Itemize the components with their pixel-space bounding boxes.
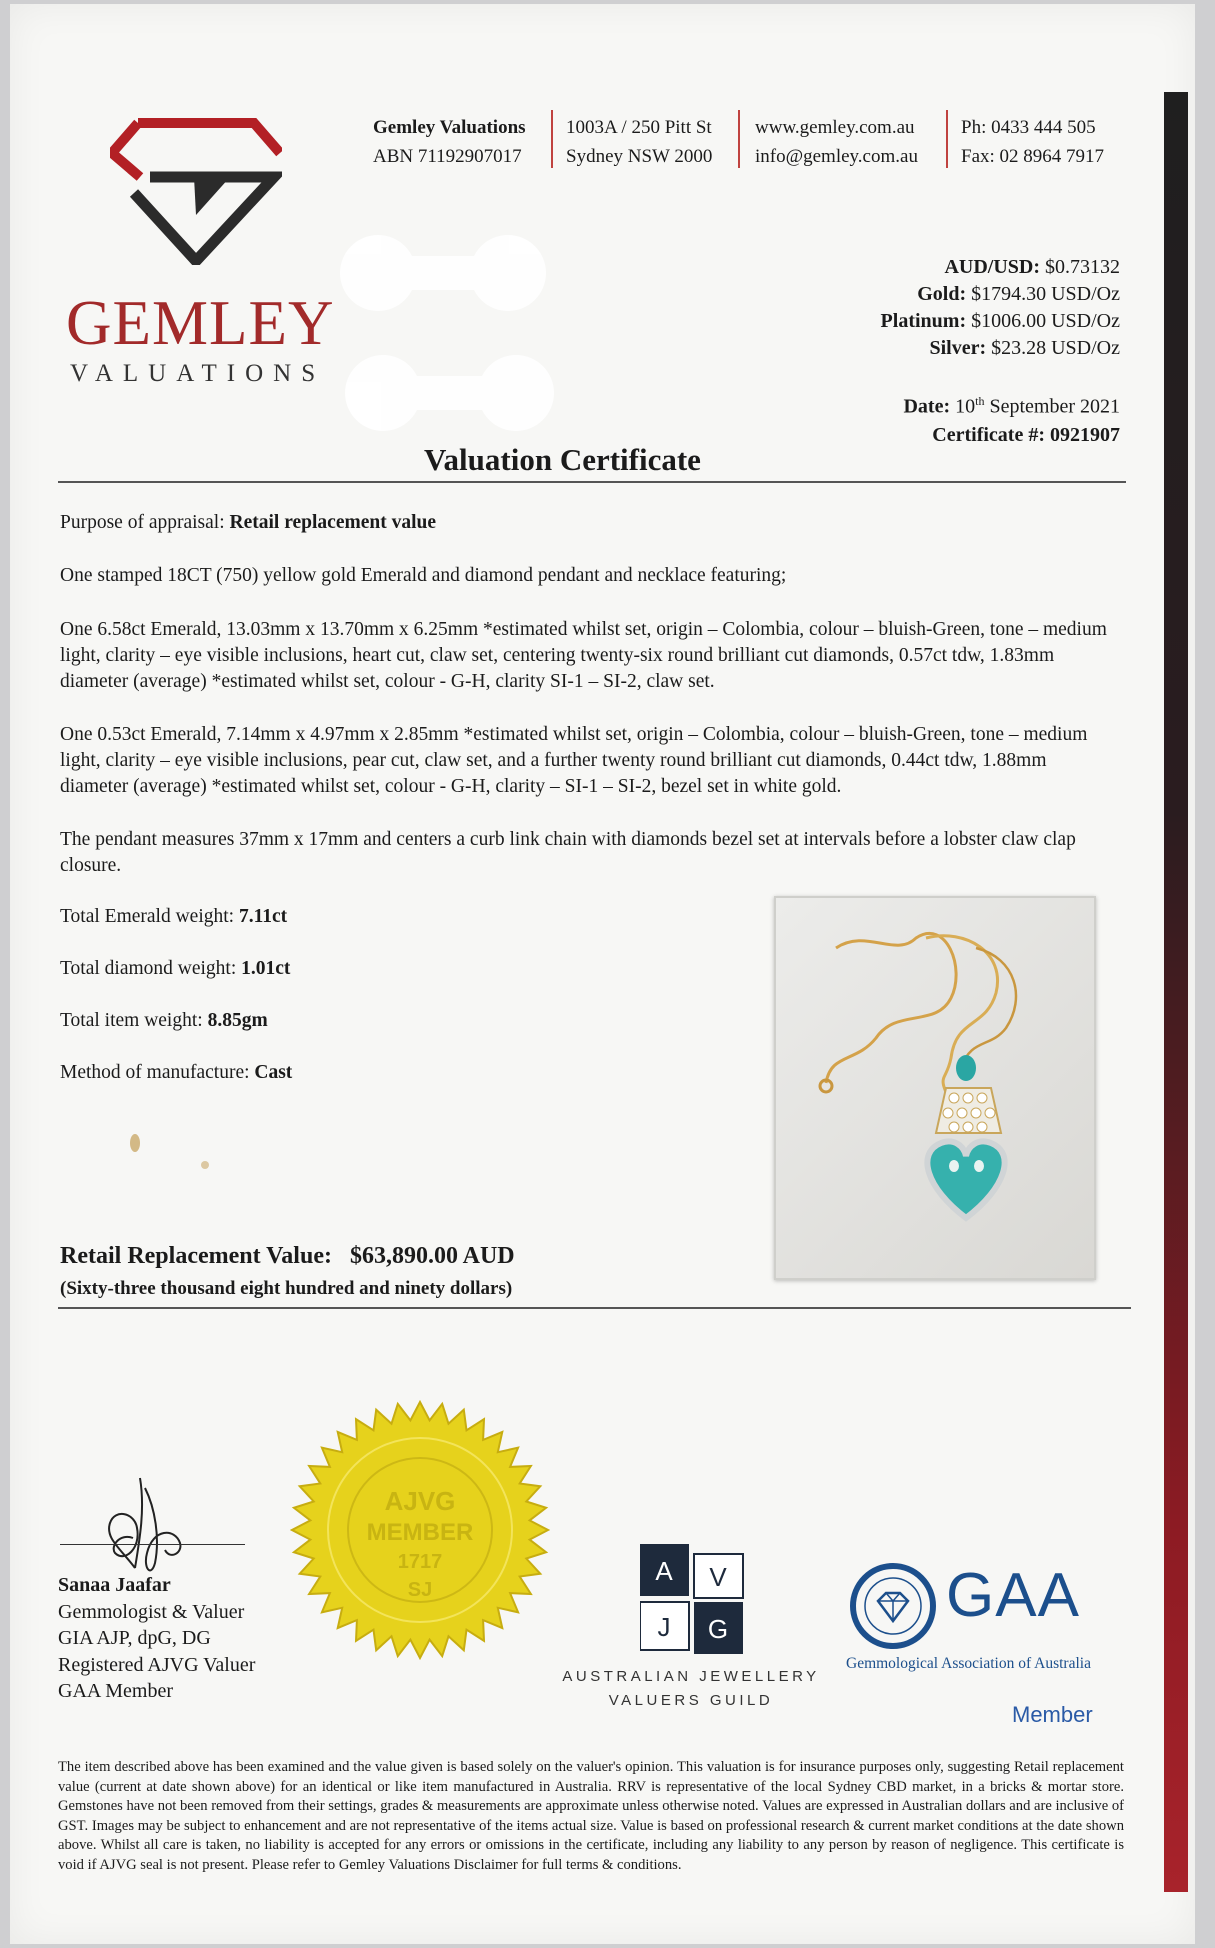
address-line-2: Sydney NSW 2000 <box>566 146 713 167</box>
rrv-amount: $63,890.00 AUD <box>349 1243 515 1269</box>
header-address <box>566 113 712 171</box>
gaa-full-name: Gemmological Association of Australia <box>846 1655 1091 1672</box>
disclaimer-text: The item described above has been examined and the value given is based solely on the valuer's opinion. This valuation is for insurance purposes only, suggesting Retail replacement value (current at date shown above) for an identical or like item manufactured in Australia. RRV is representative of the local Sydney CBD market, in a bricks & mortar store. Gemstones have not been removed from their settings, grades & measurements are approximate unless otherwise noted. Values are expressed in Australian dollars and are inclusive of GST. Images may be subject to enhancement and are not representative of the items actual size. Value is based on professional research & current market conditions at the date shown above. Whilst all care is taken, no liability is accepted for any errors or omissions in the certificate, including any liability to any person by reason of negligence. This certificate is void if AJVG seal is not present. Please refer to Gemley Valuations Disclaimer for full terms & conditions. <box>58 1759 1124 1873</box>
folder-edge <box>1164 92 1188 1892</box>
diamond-weight-label: Total diamond weight: <box>60 958 237 979</box>
ajvg-caption-line-1: AUSTRALIAN JEWELLERY <box>562 1668 820 1685</box>
signatory-title: Gemmologist & Valuer <box>58 1600 245 1623</box>
market-rates <box>881 254 1120 362</box>
title-divider <box>58 481 1126 483</box>
emerald-weight-line <box>60 904 660 930</box>
brand-subtitle: VALUATIONS <box>70 360 326 387</box>
retail-replacement-value <box>60 1243 515 1270</box>
aud-usd-label: AUD/USD: <box>944 256 1040 278</box>
necklace-illustration <box>776 898 1094 1278</box>
manufacture-method-line <box>60 1060 660 1086</box>
signatory-name: Sanaa Jaafar <box>58 1574 171 1596</box>
date-rest: September 2021 <box>989 395 1120 418</box>
date-label: Date: <box>903 395 951 418</box>
item-weight-label: Total item weight: <box>60 1010 203 1031</box>
header-web <box>755 113 918 171</box>
redaction-mark <box>338 228 568 448</box>
rrv-label: Retail Replacement Value: <box>60 1243 332 1269</box>
brand-name: GEMLEY <box>66 288 335 358</box>
ajvg-gold-seal-icon <box>290 1400 550 1660</box>
handwritten-signature <box>85 1468 205 1588</box>
item-photo <box>774 896 1096 1280</box>
ajvg-caption <box>556 1665 826 1713</box>
header-divider <box>946 110 948 168</box>
company-name: Gemley Valuations <box>373 117 526 138</box>
diamond-weight-value: 1.01ct <box>241 958 291 979</box>
signature-line <box>60 1544 245 1545</box>
signatory-membership: GAA Member <box>58 1680 173 1702</box>
header-company <box>373 113 526 171</box>
emerald-weight-value: 7.11ct <box>238 906 288 927</box>
manufacture-method-label: Method of manufacture: <box>60 1062 250 1083</box>
gold-value: $1794.30 USD/Oz <box>971 283 1120 305</box>
gaa-member-label: Member <box>1012 1702 1093 1727</box>
aud-usd-value: $0.73132 <box>1045 256 1120 278</box>
certificate-number-label: Certificate #: <box>932 423 1045 446</box>
ajvg-letter-v: V <box>709 1562 727 1592</box>
item-weight-value: 8.85gm <box>207 1010 268 1031</box>
ajvg-caption-line-2: VALUERS GUILD <box>608 1692 774 1709</box>
description-intro: One stamped 18CT (750) yellow gold Emerald and diamond pendant and necklace featuring; <box>60 565 787 586</box>
date-day-suffix: th <box>975 394 985 408</box>
purpose-label: Purpose of appraisal: <box>60 512 225 533</box>
ajvg-letter-j: J <box>657 1612 671 1642</box>
gaa-emblem-icon <box>850 1563 936 1649</box>
certificate-date-block <box>903 387 1120 449</box>
seal-line-4: SJ <box>407 1579 433 1601</box>
website-link[interactable]: www.gemley.com.au <box>755 117 915 138</box>
date-day: 10 <box>955 395 976 418</box>
description-emerald-2: One 0.53ct Emerald, 7.14mm x 4.97mm x 2.85mm *estimated whilst set, origin – Colombia, colour – bluish-Green, tone – medium light, clarity – eye visible inclusions, pear cut, claw set, and a further twenty round brilliant cut diamonds, 0.44ct tdw, 1.88mm diameter (average) *estimated whilst set, colour - G-H, clarity – SI-1 – SI-2, bezel set in white gold. <box>60 724 1088 797</box>
description-emerald-1: One 6.58ct Emerald, 13.03mm x 13.70mm x 6.25mm *estimated whilst set, origin – Colombia, colour – bluish-Green, tone – medium light, clarity – eye visible inclusions, heart cut, claw set, centering twenty-six round brilliant cut diamonds, 0.57ct tdw, 1.83mm diameter (average) *estimated whilst set, colour - G-H, clarity SI-1 – SI-2, claw set. <box>60 619 1107 692</box>
signatory-block <box>58 1572 255 1705</box>
certificate-number: 0921907 <box>1050 423 1120 446</box>
description-pendant: The pendant measures 37mm x 17mm and centers a curb link chain with diamonds bezel set at intervals before a lobster claw clap closure. <box>60 829 1076 876</box>
platinum-value: $1006.00 USD/Oz <box>971 310 1120 332</box>
manufacture-method-value: Cast <box>254 1062 293 1083</box>
gaa-wordmark: GAA <box>946 1561 1080 1630</box>
phone-number: Ph: 0433 444 505 <box>961 117 1096 138</box>
purpose-value: Retail replacement value <box>229 512 437 533</box>
ajvg-logo-icon <box>640 1544 745 1657</box>
address-line-1: 1003A / 250 Pitt St <box>566 117 712 138</box>
email-link[interactable]: info@gemley.com.au <box>755 146 918 167</box>
purpose-line <box>60 510 1118 536</box>
signatory-qualifications: GIA AJP, dpG, DG <box>58 1627 211 1649</box>
silver-label: Silver: <box>929 337 987 359</box>
gold-label: Gold: <box>917 283 967 305</box>
item-weight-line <box>60 1008 660 1034</box>
rrv-divider <box>58 1307 1131 1309</box>
ajvg-letter-a: A <box>655 1556 673 1586</box>
page-title: Valuation Certificate <box>424 442 701 477</box>
seal-line-1: AJVG <box>384 1486 456 1516</box>
platinum-label: Platinum: <box>880 310 967 332</box>
header-divider <box>738 110 740 168</box>
ajvg-letter-g: G <box>707 1614 729 1644</box>
seal-line-3: 1717 <box>397 1551 443 1573</box>
rrv-amount-in-words: (Sixty-three thousand eight hundred and ninety dollars) <box>60 1278 513 1299</box>
signatory-registration: Registered AJVG Valuer <box>58 1653 256 1676</box>
fax-number: Fax: 02 8964 7917 <box>961 146 1105 167</box>
silver-value: $23.28 USD/Oz <box>991 337 1120 359</box>
seal-line-2: MEMBER <box>366 1519 474 1546</box>
paper-stain <box>125 1125 225 1175</box>
emerald-weight-label: Total Emerald weight: <box>60 906 235 927</box>
company-abn: ABN 71192907017 <box>373 146 522 167</box>
gemley-diamond-logo-icon <box>110 115 282 265</box>
header-divider <box>551 110 553 168</box>
header-phone <box>961 113 1104 171</box>
diamond-weight-line <box>60 956 660 982</box>
